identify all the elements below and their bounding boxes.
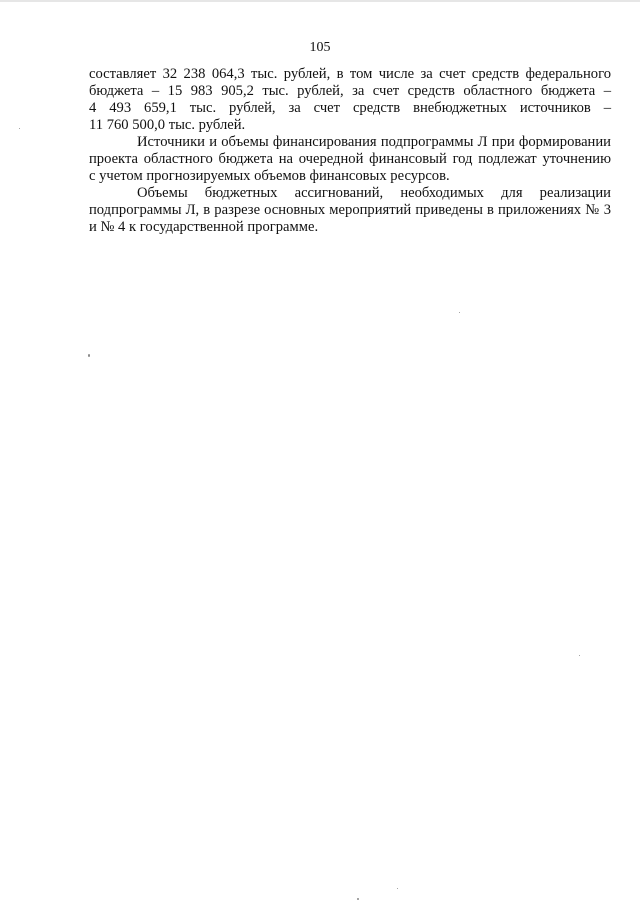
scan-speck (88, 354, 90, 357)
paragraph-line: 11 760 500,0 тыс. рублей. (89, 117, 246, 133)
paragraph-line: Объемы бюджетных ассигнований, необходимых для реализации (137, 185, 611, 201)
paragraph-line: бюджета – 15 983 905,2 тыс. рублей, за счет средств областного бюджета – (89, 83, 611, 99)
paragraph-funding-sources (89, 134, 611, 185)
scan-speck (459, 312, 460, 313)
paragraph-line: Источники и объемы финансирования подпрограммы Л при формировании (137, 134, 611, 150)
page-number: 105 (309, 40, 331, 55)
paragraph-funding-amounts (89, 66, 611, 134)
paragraph-line: с учетом прогнозируемых объемов финансовых ресурсов. (89, 168, 450, 184)
paragraph-line: и № 4 к государственной программе. (89, 219, 319, 235)
paragraph-line: проекта областного бюджета на очередной финансовый год подлежат уточнению (89, 151, 611, 167)
paragraph-budget-allocations (89, 185, 611, 236)
page-top-edge (0, 0, 640, 2)
paragraph-line: 4 493 659,1 тыс. рублей, за счет средств внебюджетных источников – (89, 100, 611, 116)
paragraph-line: подпрограммы Л, в разрезе основных мероприятий приведены в приложениях № 3 (89, 202, 611, 218)
scan-speck (579, 655, 580, 656)
body-text (89, 66, 611, 236)
scan-speck (397, 888, 398, 889)
scan-speck (19, 128, 20, 129)
paragraph-line: составляет 32 238 064,3 тыс. рублей, в том числе за счет средств федерального (89, 66, 611, 82)
scan-speck (357, 898, 359, 900)
